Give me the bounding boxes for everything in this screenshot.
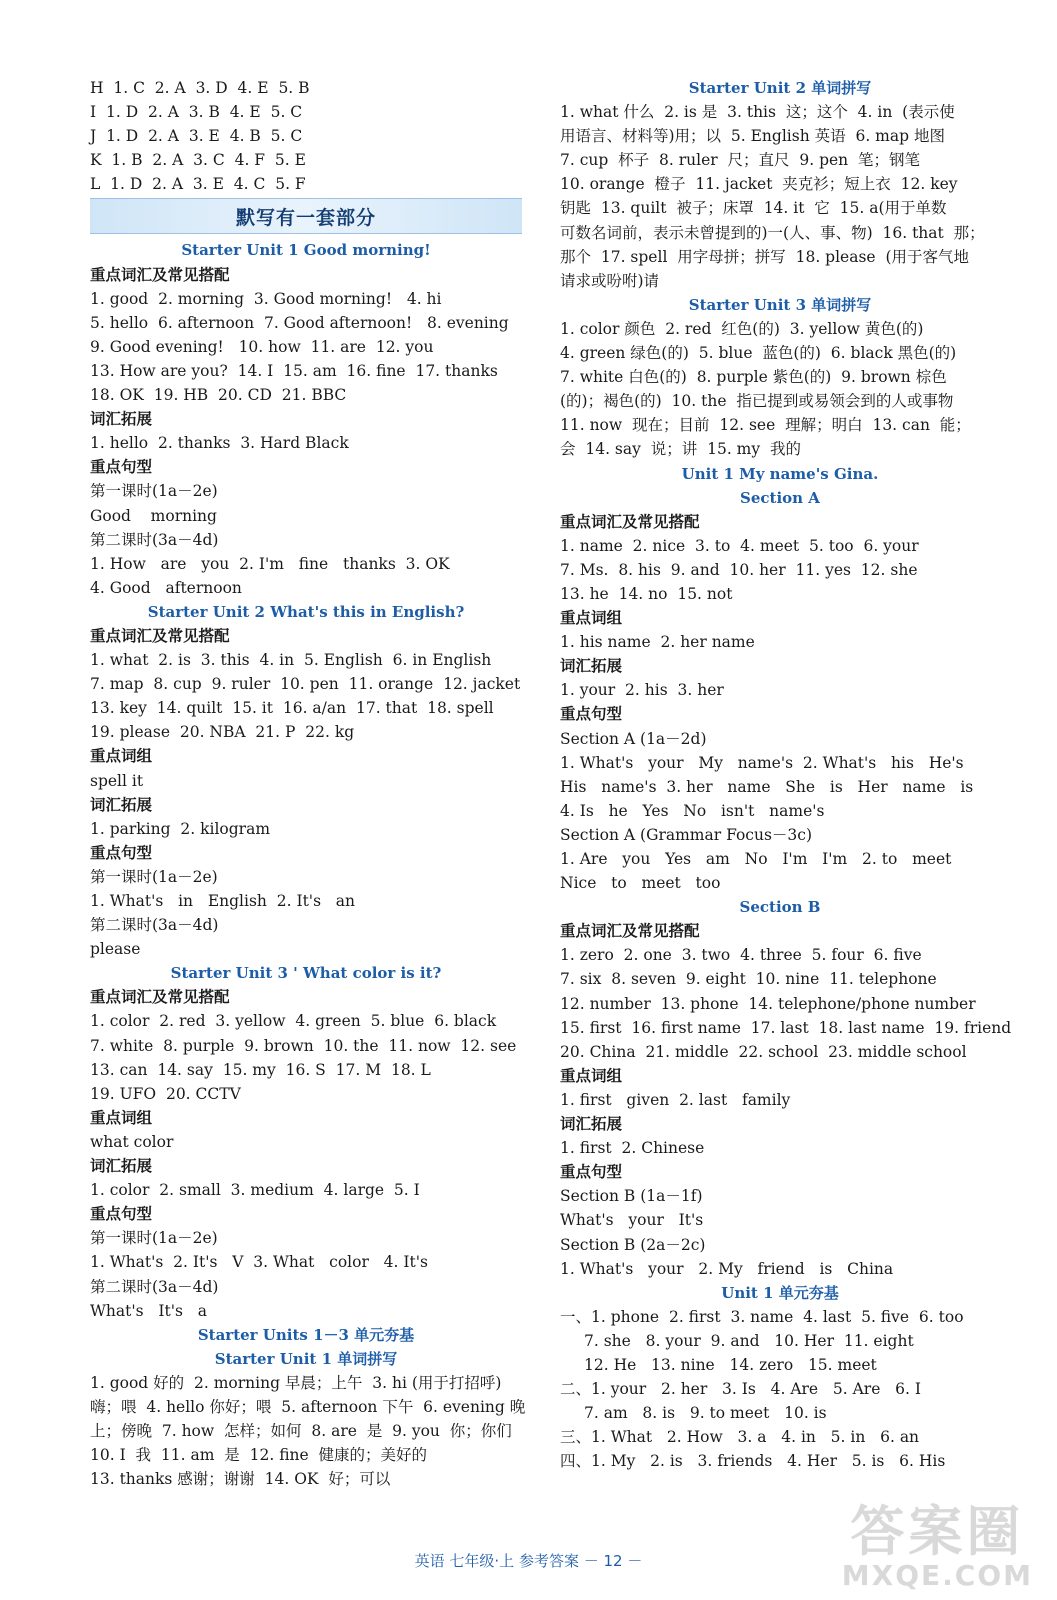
answer-line: Section A (Grammar Focus－3c) xyxy=(560,825,813,844)
answer-line: 7. white 白色(的) 8. purple 紫色(的) 9. brown 棕色 xyxy=(560,368,947,387)
left-column xyxy=(90,76,526,1491)
answer-line: 请求或吩咐)请 xyxy=(560,271,660,290)
answer-line: 1. his name 2. her name xyxy=(560,633,755,652)
answer-line: 15. first 16. first name 17. last 18. last name 19. friend xyxy=(560,1018,1012,1037)
subsection-label: 重点句型 xyxy=(560,705,623,724)
answer-line: Section A (1a－2d) xyxy=(560,729,707,748)
answer-line: 4. green 绿色(的) 5. blue 蓝色(的) 6. black 黑色(的) xyxy=(560,344,957,363)
answer-line: 12. He 13. nine 14. zero 15. meet xyxy=(584,1355,877,1374)
answer-line: please xyxy=(90,940,141,959)
answer-line: 第二课时(3a－4d) xyxy=(90,916,219,935)
answer-line: 5. hello 6. afternoon 7. Good afternoon! 8. evening xyxy=(90,313,509,332)
answer-line: 1. what 2. is 3. this 4. in 5. English 6. in English xyxy=(90,651,492,670)
answer-line: Section B (2a－2c) xyxy=(560,1235,706,1254)
answer-line: 可数名词前，表示未曾提到的)一(人、事、物) 16. that 那； xyxy=(560,223,985,242)
answer-line: 第一课时(1a－2e) xyxy=(90,867,218,886)
answer-line: 嗨；喂 4. hello 你好；喂 5. afternoon 下午 6. evening 晚 xyxy=(90,1397,526,1416)
answer-line: 1. zero 2. one 3. two 4. three 5. four 6. five xyxy=(560,946,922,965)
subsection-label: 重点句型 xyxy=(90,843,153,862)
section-heading: Starter Unit 3 单词拼写 xyxy=(688,295,872,314)
section-banner: 默写有一套部分 xyxy=(90,198,522,234)
watermark-bottom: MXQE.COM xyxy=(841,1558,1033,1592)
answer-line: 钥匙 13. quilt 被子；床罩 14. it 它 15. a(用于单数 xyxy=(560,199,947,218)
answer-line: 4. Good afternoon xyxy=(90,578,242,597)
answer-line: J 1. D 2. A 3. E 4. B 5. C xyxy=(90,127,303,146)
answer-line: 1. hello 2. thanks 3. Hard Black xyxy=(90,434,349,453)
answer-line: 1. first 2. Chinese xyxy=(560,1139,705,1158)
answer-line: 1. parking 2. kilogram xyxy=(90,819,271,838)
subsection-label: 词汇拓展 xyxy=(560,1115,623,1134)
answer-line: 19. please 20. NBA 21. P 22. kg xyxy=(90,723,355,742)
answer-line: 10. I 我 11. am 是 12. fine 健康的；美好的 xyxy=(90,1446,428,1465)
answer-line: 1. How are you 2. I'm fine thanks 3. OK xyxy=(90,554,450,573)
answer-line: 第一课时(1a－2e) xyxy=(90,482,218,501)
subsection-label: 重点词汇及常见搭配 xyxy=(90,988,230,1007)
subsection-label: 重点词汇及常见搭配 xyxy=(90,626,230,645)
answer-line: 上；傍晚 7. how 怎样；如何 8. are 是 9. you 你；你们 xyxy=(90,1422,512,1441)
answer-line: 1. What's 2. It's V 3. What color 4. It's xyxy=(90,1253,428,1272)
answer-line: 13. can 14. say 15. my 16. S 17. M 18. L xyxy=(90,1060,431,1079)
section-heading: Unit 1 My name's Gina. xyxy=(681,464,879,483)
answer-line: 第二课时(3a－4d) xyxy=(90,1277,219,1296)
subsection-label: 重点词汇及常见搭配 xyxy=(560,512,700,531)
section-heading: Starter Unit 3 ' What color is it? xyxy=(170,964,442,983)
subsection-label: 重点词组 xyxy=(90,747,153,766)
answer-line: 10. orange 橙子 11. jacket 夹克衫；短上衣 12. key xyxy=(560,175,958,194)
section-heading: Starter Unit 2 单词拼写 xyxy=(688,79,872,97)
answer-line: What's your It's xyxy=(560,1211,704,1230)
answer-line: 用语言、材料等)用；以 5. English 英语 6. map 地图 xyxy=(560,127,945,146)
answer-line: Section B (1a－1f) xyxy=(560,1187,703,1206)
section-heading: Starter Unit 2 What's this in English? xyxy=(147,602,465,621)
answer-line: 一、1. phone 2. first 3. name 4. last 5. five 6. too xyxy=(560,1307,964,1326)
answer-line: 12. number 13. phone 14. telephone/phone number xyxy=(560,994,976,1013)
answer-line: 1. your 2. his 3. her xyxy=(560,681,724,700)
answer-line: 7. she 8. your 9. and 10. Her 11. eight xyxy=(584,1331,914,1350)
subsection-label: 重点词汇及常见搭配 xyxy=(90,265,230,284)
answer-line: 13. thanks 感谢；谢谢 14. OK 好；可以 xyxy=(90,1470,391,1489)
answer-line: L 1. D 2. A 3. E 4. C 5. F xyxy=(90,175,306,194)
answer-line: 会 14. say 说；讲 15. my 我的 xyxy=(560,440,801,459)
answer-line: 四、1. My 2. is 3. friends 4. Her 5. is 6. His xyxy=(560,1452,946,1471)
answer-line: 1. good 2. morning 3. Good morning! 4. hi xyxy=(90,289,442,308)
answer-line: 1. color 颜色 2. red 红色(的) 3. yellow 黄色(的) xyxy=(560,319,924,338)
subsection-label: 重点句型 xyxy=(90,458,153,477)
answer-line: what color xyxy=(90,1132,174,1151)
answer-line: 1. color 2. small 3. medium 4. large 5. I xyxy=(90,1181,420,1200)
answer-line: 7. white 8. purple 9. brown 10. the 11. now 12. see xyxy=(90,1036,517,1055)
answer-line: 19. UFO 20. CCTV xyxy=(90,1084,241,1103)
answer-line: 7. cup 杯子 8. ruler 尺；直尺 9. pen 笔；钢笔 xyxy=(560,151,921,170)
answer-line: 1. What's in English 2. It's an xyxy=(90,892,356,910)
answer-line: 7. six 8. seven 9. eight 10. nine 11. telephone xyxy=(560,970,937,989)
subsection-label: 重点词汇及常见搭配 xyxy=(560,922,700,941)
answer-line: 11. now 现在；目前 12. see 理解；明白 13. can 能； xyxy=(560,416,971,435)
subsection-label: 词汇拓展 xyxy=(90,410,153,429)
watermark-logo xyxy=(841,1499,1033,1592)
watermark-top: 答案圈 xyxy=(850,1499,1025,1563)
answer-line: 1. first given 2. last family xyxy=(560,1090,791,1109)
answer-line: 9. Good evening! 10. how 11. are 12. you xyxy=(90,337,434,356)
answer-line: 13. How are you? 14. I 15. am 16. fine 17. thanks xyxy=(90,361,498,380)
subsection-label: 重点词组 xyxy=(560,1066,623,1085)
subsection-label: 词汇拓展 xyxy=(90,1157,153,1176)
section-heading: Unit 1 单元夯基 xyxy=(721,1283,839,1302)
answer-line: 那个 17. spell 用字母拼；拼写 18. please (用于客气地 xyxy=(560,247,970,266)
answer-line: 1. what 什么 2. is 是 3. this 这；这个 4. in (表示使 xyxy=(560,103,955,122)
answer-line: 7. am 8. is 9. to meet 10. is xyxy=(584,1404,827,1423)
answer-line: Nice to meet too xyxy=(560,874,721,893)
answer-line: 第一课时(1a－2e) xyxy=(90,1229,218,1248)
answer-line: 4. Is he Yes No isn't name's xyxy=(560,801,825,820)
answer-line: 1. good 好的 2. morning 早晨；上午 3. hi (用于打招呼) xyxy=(90,1373,502,1392)
section-heading: Starter Unit 1 Good morning! xyxy=(181,241,431,260)
section-heading: Starter Units 1－3 单元夯基 xyxy=(197,1325,415,1344)
answer-line: 二、1. your 2. her 3. Is 4. Are 5. Are 6. I xyxy=(560,1380,921,1399)
answer-line: 第二课时(3a－4d) xyxy=(90,530,219,549)
answer-line: I 1. D 2. A 3. B 4. E 5. C xyxy=(90,103,303,122)
answer-line: 18. OK 19. HB 20. CD 21. BBC xyxy=(90,386,347,405)
subsection-label: 重点词组 xyxy=(90,1108,153,1127)
answer-line: 三、1. What 2. How 3. a 4. in 5. in 6. an xyxy=(560,1428,920,1447)
answer-line: His name's 3. her name She is Her name is xyxy=(560,777,974,796)
subsection-label: 词汇拓展 xyxy=(560,657,623,676)
subsection-label: 重点词组 xyxy=(560,609,623,628)
right-column xyxy=(560,76,1012,1473)
answer-line: H 1. C 2. A 3. D 4. E 5. B xyxy=(90,79,310,97)
subsection-label: 词汇拓展 xyxy=(90,795,153,814)
answer-line: 7. Ms. 8. his 9. and 10. her 11. yes 12. she xyxy=(560,560,918,579)
subsection-label: 重点句型 xyxy=(560,1163,623,1182)
page-footer: 英语 七年级·上 参考答案 － 12 － xyxy=(414,1552,643,1570)
answer-line: 1. What's your My name's 2. What's his He's xyxy=(560,753,964,772)
answer-line: 1. Are you Yes am No I'm I'm 2. to meet xyxy=(560,850,952,868)
answer-line: (的)；褐色(的) 10. the 指已提到或易领会到的人或事物 xyxy=(560,392,954,411)
answer-line: Good morning xyxy=(90,506,217,525)
answer-line: 7. map 8. cup 9. ruler 10. pen 11. orange 12. jacket xyxy=(90,675,521,694)
section-heading: Section B xyxy=(739,898,821,917)
answer-line: K 1. B 2. A 3. C 4. F 5. E xyxy=(90,151,306,170)
answer-line: 13. key 14. quilt 15. it 16. a/an 17. that 18. spell xyxy=(90,699,494,718)
answer-line: 20. China 21. middle 22. school 23. middle school xyxy=(560,1042,967,1061)
subsection-label: 重点句型 xyxy=(90,1205,153,1224)
answer-line: 13. he 14. no 15. not xyxy=(560,584,733,603)
answer-line: spell it xyxy=(90,771,144,790)
answer-line: 1. What's your 2. My friend is China xyxy=(560,1259,894,1278)
answer-line: 1. name 2. nice 3. to 4. meet 5. too 6. your xyxy=(560,536,919,555)
section-heading: Starter Unit 1 单词拼写 xyxy=(214,1349,398,1368)
section-heading: Section A xyxy=(740,488,820,507)
answer-line: 1. color 2. red 3. yellow 4. green 5. blue 6. black xyxy=(90,1012,497,1031)
answer-line: What's It's a xyxy=(90,1301,207,1320)
